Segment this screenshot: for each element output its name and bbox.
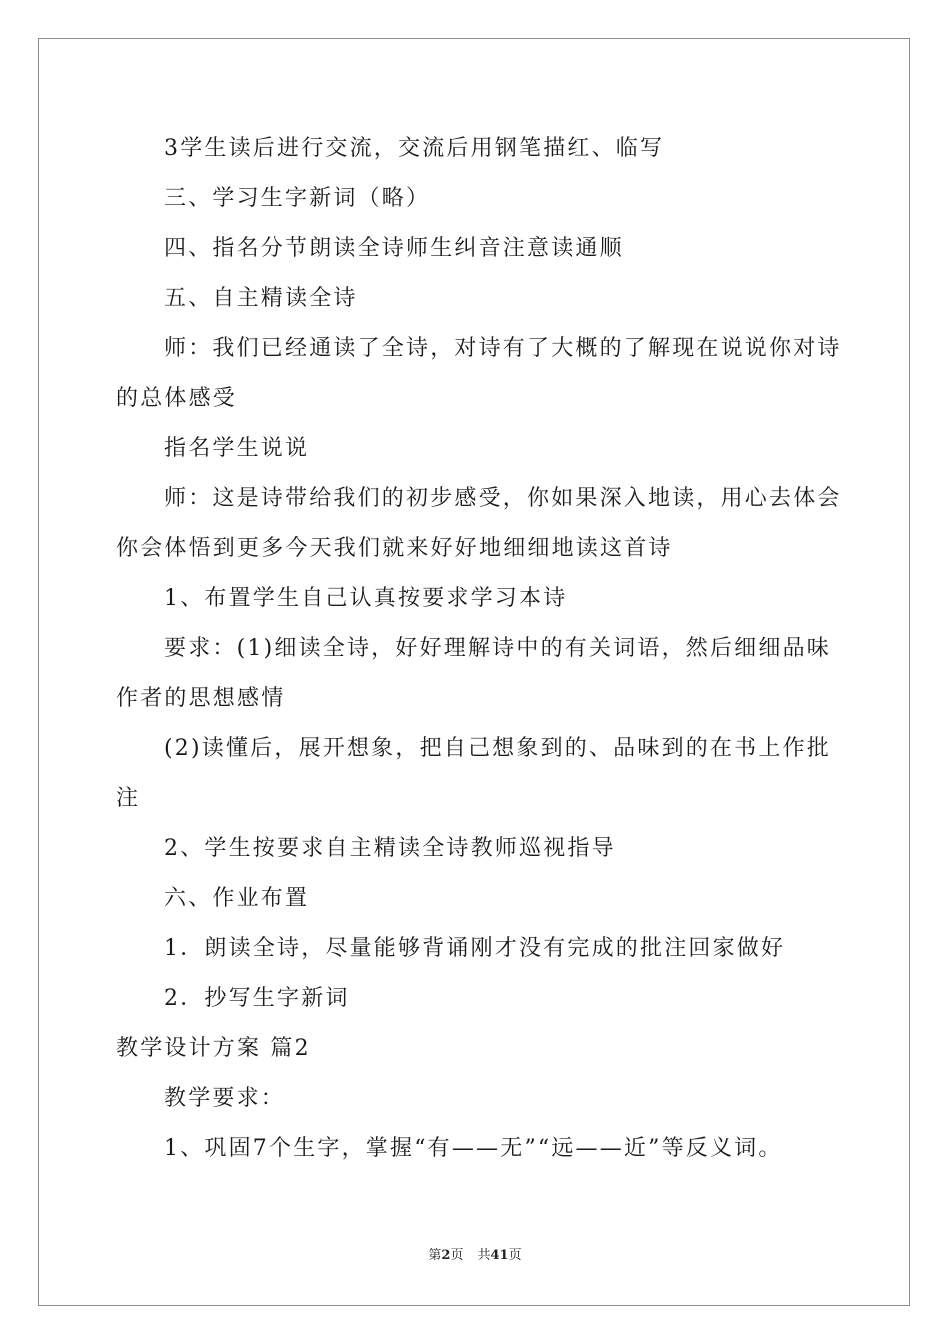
footer-total-pages: 41 [490, 1248, 509, 1263]
footer-total-suffix: 页 [508, 1248, 522, 1263]
heading-self-study: 五、自主精读全诗 [164, 286, 358, 311]
body-line-requirement-1-cont: 作者的思想感情 [116, 686, 286, 711]
heading-read-aloud: 四、指名分节朗读全诗师生纠音注意读通顺 [164, 236, 624, 261]
body-line-teacher-1-cont: 的总体感受 [116, 386, 238, 411]
page-footer [0, 1247, 950, 1265]
homework-item-2: 2．抄写生字新词 [164, 986, 350, 1011]
footer-total-prefix: 共 [477, 1248, 491, 1263]
footer-page-suffix: 页 [450, 1248, 464, 1263]
requirement-item-1: 1、巩固7个生字，掌握“有——无”“远——近”等反义词。 [164, 1136, 783, 1161]
body-line-teacher-2-cont: 你会体悟到更多今天我们就来好好地细细地读这首诗 [116, 536, 673, 561]
section-title: 教学设计方案 篇2 [116, 1036, 311, 1061]
body-line-requirement-2: (2)读懂后，展开想象，把自己想象到的、品味到的在书上作批 [164, 736, 831, 761]
homework-item-1: 1．朗读全诗，尽量能够背诵刚才没有完成的批注回家做好 [164, 936, 786, 961]
footer-page-prefix: 第 [428, 1248, 442, 1263]
footer-page-number: 2 [441, 1248, 451, 1263]
list-item-2: 2、学生按要求自主精读全诗教师巡视指导 [164, 836, 616, 861]
heading-teaching-requirements: 教学要求： [164, 1086, 286, 1111]
body-line-teacher-1: 师：我们已经通读了全诗，对诗有了大概的了解现在说说你对诗 [164, 336, 842, 361]
body-line-requirement-2-cont: 注 [116, 786, 141, 811]
list-item-1: 1、布置学生自己认真按要求学习本诗 [164, 586, 568, 611]
heading-learn-new-words: 三、学习生字新词（略） [164, 186, 431, 211]
heading-homework: 六、作业布置 [164, 886, 310, 911]
body-line-1: 3学生读后进行交流，交流后用钢笔描红、临写 [164, 136, 665, 161]
body-line-teacher-2: 师：这是诗带给我们的初步感受，你如果深入地读，用心去体会 [164, 486, 842, 511]
page-border [38, 38, 910, 1306]
body-line-requirement-1: 要求：(1)细读全诗，好好理解诗中的有关词语，然后细细品味 [164, 636, 831, 661]
body-line-call-students: 指名学生说说 [164, 436, 310, 461]
